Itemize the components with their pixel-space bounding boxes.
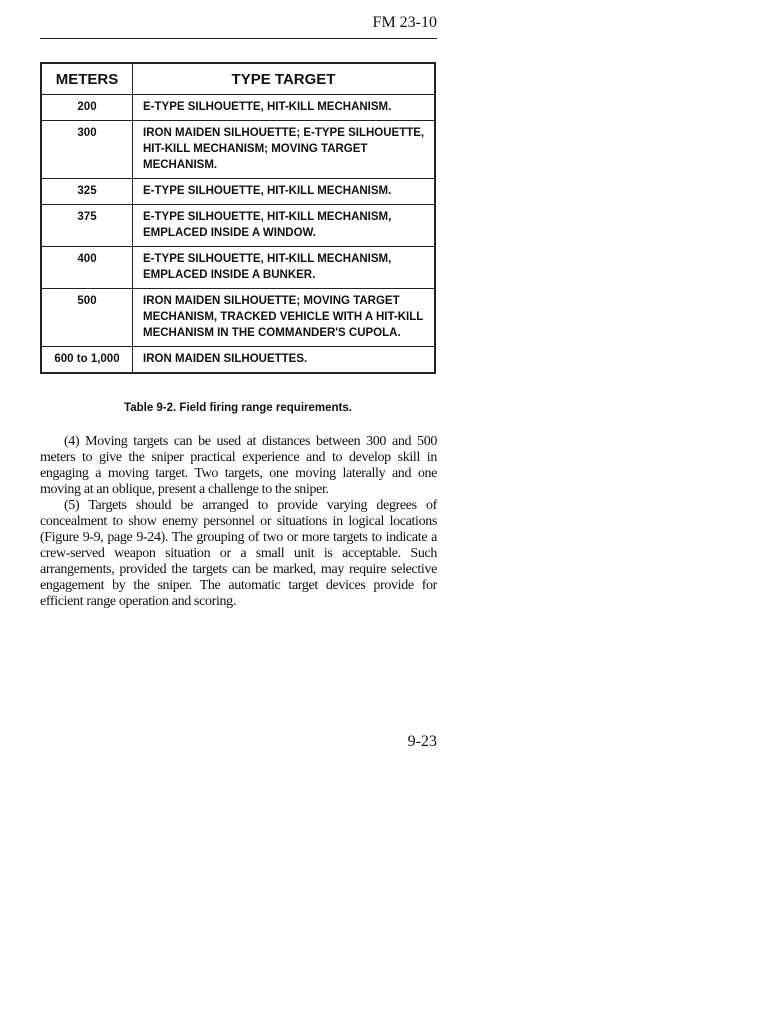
table-row	[41, 95, 435, 121]
type-target-cell: E-TYPE SILHOUETTE, HIT-KILL MECHANISM, EMPLACED INSIDE A WINDOW.	[133, 205, 436, 247]
page-header	[40, 14, 437, 39]
type-target-cell: IRON MAIDEN SILHOUETTES.	[133, 347, 436, 374]
column-header-type-target: TYPE TARGET	[133, 63, 436, 95]
table-header-row	[41, 63, 435, 95]
table-caption: Table 9-2. Field firing range requirements.	[124, 402, 352, 414]
range-requirements-table	[40, 62, 436, 374]
table-row	[41, 247, 435, 289]
type-target-cell: IRON MAIDEN SILHOUETTE; MOVING TARGET MECHANISM, TRACKED VEHICLE WITH A HIT-KILL MECHANISM IN THE COMMANDER'S CUPOLA.	[133, 289, 436, 347]
type-target-cell: E-TYPE SILHOUETTE, HIT-KILL MECHANISM, EMPLACED INSIDE A BUNKER.	[133, 247, 436, 289]
meters-cell: 375	[41, 205, 133, 247]
meters-cell: 400	[41, 247, 133, 289]
paragraph-5: (5) Targets should be arranged to provide varying degrees of concealment to show enemy personnel or situations in logical locations (Figure 9-9, page 9-24). The grouping of two or more targets to indicate a crew-served weapon situation or a small unit is acceptable. Such arrangements, provided the targets can be marked, may require selective engagement by the sniper. The automatic target devices provide for efficient range operation and scoring.	[40, 498, 437, 609]
meters-cell: 500	[41, 289, 133, 347]
meters-cell: 325	[41, 179, 133, 205]
type-target-cell: IRON MAIDEN SILHOUETTE; E-TYPE SILHOUETTE, HIT-KILL MECHANISM; MOVING TARGET MECHANISM.	[133, 121, 436, 179]
body-text	[40, 434, 437, 610]
manual-code: FM 23-10	[372, 14, 437, 31]
type-target-cell: E-TYPE SILHOUETTE, HIT-KILL MECHANISM.	[133, 179, 436, 205]
page-number: 9-23	[407, 733, 437, 750]
table-row	[41, 121, 435, 179]
paragraph-4: (4) Moving targets can be used at distances between 300 and 500 meters to give the sniper practical experience and to develop skill in engaging a moving target. Two targets, one moving laterally and one moving at an oblique, present a challenge to the sniper.	[40, 434, 437, 497]
table-row	[41, 289, 435, 347]
meters-cell: 600 to 1,000	[41, 347, 133, 374]
type-target-cell: E-TYPE SILHOUETTE, HIT-KILL MECHANISM.	[133, 95, 436, 121]
meters-cell: 200	[41, 95, 133, 121]
meters-cell: 300	[41, 121, 133, 179]
table-row	[41, 205, 435, 247]
column-header-meters: METERS	[41, 63, 133, 95]
table-row	[41, 347, 435, 374]
table-row	[41, 179, 435, 205]
